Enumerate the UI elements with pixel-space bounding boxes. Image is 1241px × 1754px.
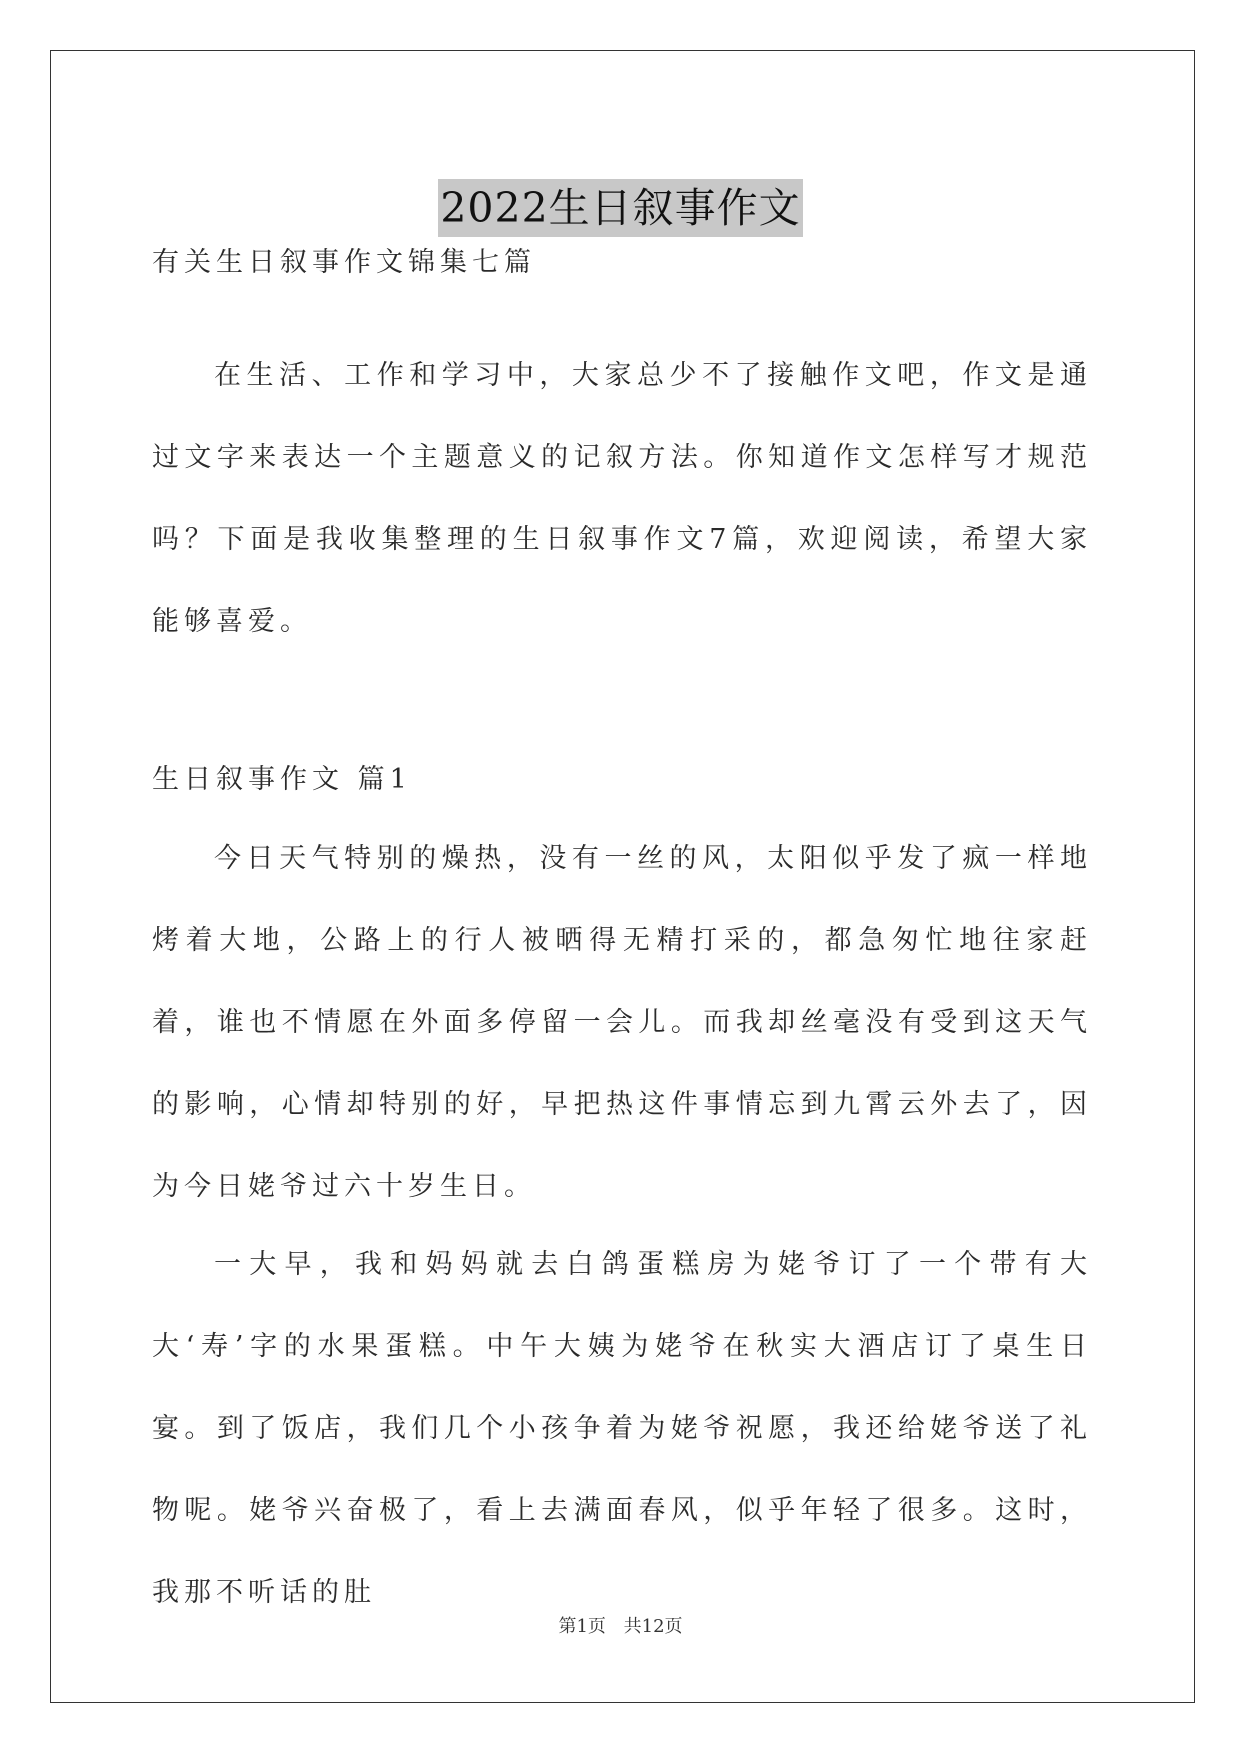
paragraph-1: 今日天气特别的燥热，没有一丝的风，太阳似乎发了疯一样地烤着大地，公路上的行人被晒得无精打采的，都急匆忙地往家赶着，谁也不情愿在外面多停留一会儿。而我却丝毫没有受到这天气的影响，心情却特别的好，早把热这件事情忘到九霄云外去了，因为今日姥爷过六十岁生日。 [152, 843, 1092, 1202]
intro-paragraph: 在生活、工作和学习中，大家总少不了接触作文吧，作文是通过文字来表达一个主题意义的记叙方法。你知道作文怎样写才规范吗？下面是我收集整理的生日叙事作文7篇，欢迎阅读，希望大家能够喜爱。 [152, 360, 1092, 637]
document-title: 2022生日叙事作文 [438, 179, 802, 237]
page-footer [0, 1612, 1241, 1638]
paragraph-2: 一大早，我和妈妈就去白鸽蛋糕房为姥爷订了一个带有大大‘寿’字的水果蛋糕。中午大姨为姥爷在秋实大酒店订了桌生日宴。到了饭店，我们几个小孩争着为姥爷祝愿，我还给姥爷送了礼物呢。姥爷兴奋极了，看上去满面春风，似乎年轻了很多。这时，我那不听话的肚 [152, 1249, 1092, 1608]
section-heading: 生日叙事作文 篇1 [152, 764, 412, 795]
document-subtitle: 有关生日叙事作文锦集七篇 [152, 247, 536, 278]
page-number-total: 共12页 [623, 1616, 683, 1637]
page-number-current: 第1页 [558, 1616, 606, 1637]
